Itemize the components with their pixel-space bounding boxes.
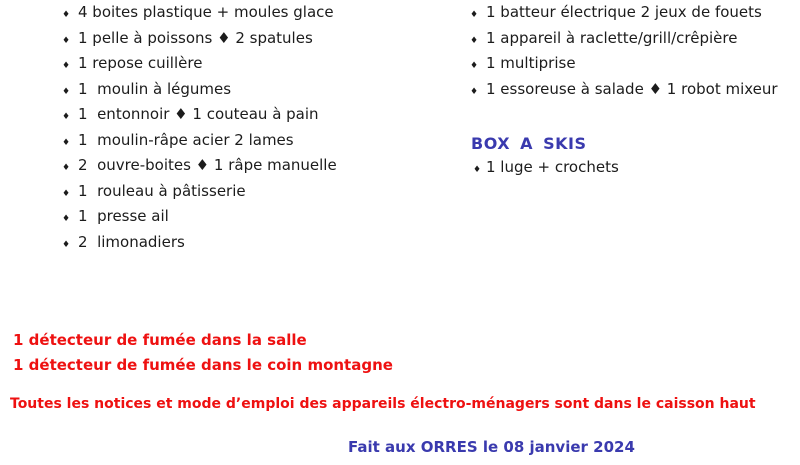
diamond-bullet-icon: ♦: [62, 239, 71, 250]
list-item: [62, 78, 337, 104]
appliance-manuals-notice: Toutes les notices et mode d’emploi des appareils électro-ménagers sont dans le caisson haut: [10, 396, 756, 412]
list-item: [473, 156, 619, 182]
list-item: [470, 78, 778, 104]
list-item-text: 1 essoreuse à salade ♦ 1 robot mixeur: [486, 79, 778, 98]
diamond-bullet-icon: ♦: [62, 214, 71, 224]
list-item-text: 1 batteur électrique 2 jeux de fouets: [486, 3, 762, 21]
list-item-text: 1 multiprise: [486, 54, 576, 72]
diamond-bullet-icon: ♦: [470, 86, 479, 97]
list-item: [62, 231, 337, 257]
list-item: [470, 27, 778, 53]
diamond-bullet-icon: ♦: [62, 10, 71, 20]
list-item: [470, 52, 778, 78]
smoke-detector-line-2: 1 détecteur de fumée dans le coin montagne: [13, 356, 393, 374]
list-item-text: 1 pelle à poissons ♦ 2 spatules: [78, 28, 313, 47]
diamond-bullet-icon: ♦: [62, 163, 71, 173]
diamond-bullet-icon: ♦: [62, 188, 71, 199]
list-item: [62, 1, 337, 27]
kitchen-items-left-column: [62, 1, 337, 256]
diamond-bullet-icon: ♦: [473, 165, 482, 175]
list-item-text: 1 presse ail: [78, 207, 169, 225]
smoke-detector-line-1: 1 détecteur de fumée dans la salle: [13, 331, 307, 349]
list-item: [62, 52, 337, 78]
diamond-bullet-icon: ♦: [62, 112, 71, 122]
list-item: [62, 205, 337, 231]
ski-box-items: [473, 156, 619, 182]
list-item-text: 1 moulin à légumes: [78, 79, 232, 98]
diamond-bullet-icon: ♦: [62, 35, 71, 46]
list-item-text: 1 moulin-râpe acier 2 lames: [78, 130, 294, 149]
list-item-text: 1 rouleau à pâtisserie: [78, 181, 246, 200]
list-item-text: 1 luge + crochets: [486, 158, 619, 176]
diamond-bullet-icon: ♦: [62, 61, 71, 71]
list-item: [62, 103, 337, 129]
diamond-bullet-icon: ♦: [62, 86, 71, 97]
list-item-text: 1 entonnoir ♦ 1 couteau à pain: [78, 105, 319, 123]
diamond-bullet-icon: ♦: [62, 137, 71, 148]
list-item: [62, 180, 337, 206]
ski-box-section-title: BOX A SKIS: [471, 134, 587, 153]
list-item: [470, 1, 778, 27]
diamond-bullet-icon: ♦: [470, 35, 479, 46]
list-item-text: 2 limonadiers: [78, 232, 185, 251]
smoke-detector-alerts: [13, 328, 393, 378]
list-item: [62, 129, 337, 155]
list-item-text: 2 ouvre-boites ♦ 1 râpe manuelle: [78, 156, 337, 174]
kitchen-items-right-column: [470, 1, 778, 103]
list-item: [62, 154, 337, 180]
diamond-bullet-icon: ♦: [470, 10, 479, 20]
document-date-line: Fait aux ORRES le 08 janvier 2024: [348, 438, 635, 456]
list-item: [62, 27, 337, 53]
list-item-text: 1 repose cuillère: [78, 54, 203, 72]
diamond-bullet-icon: ♦: [470, 61, 479, 71]
list-item-text: 4 boites plastique + moules glace: [78, 3, 334, 21]
list-item-text: 1 appareil à raclette/grill/crêpière: [486, 28, 738, 47]
